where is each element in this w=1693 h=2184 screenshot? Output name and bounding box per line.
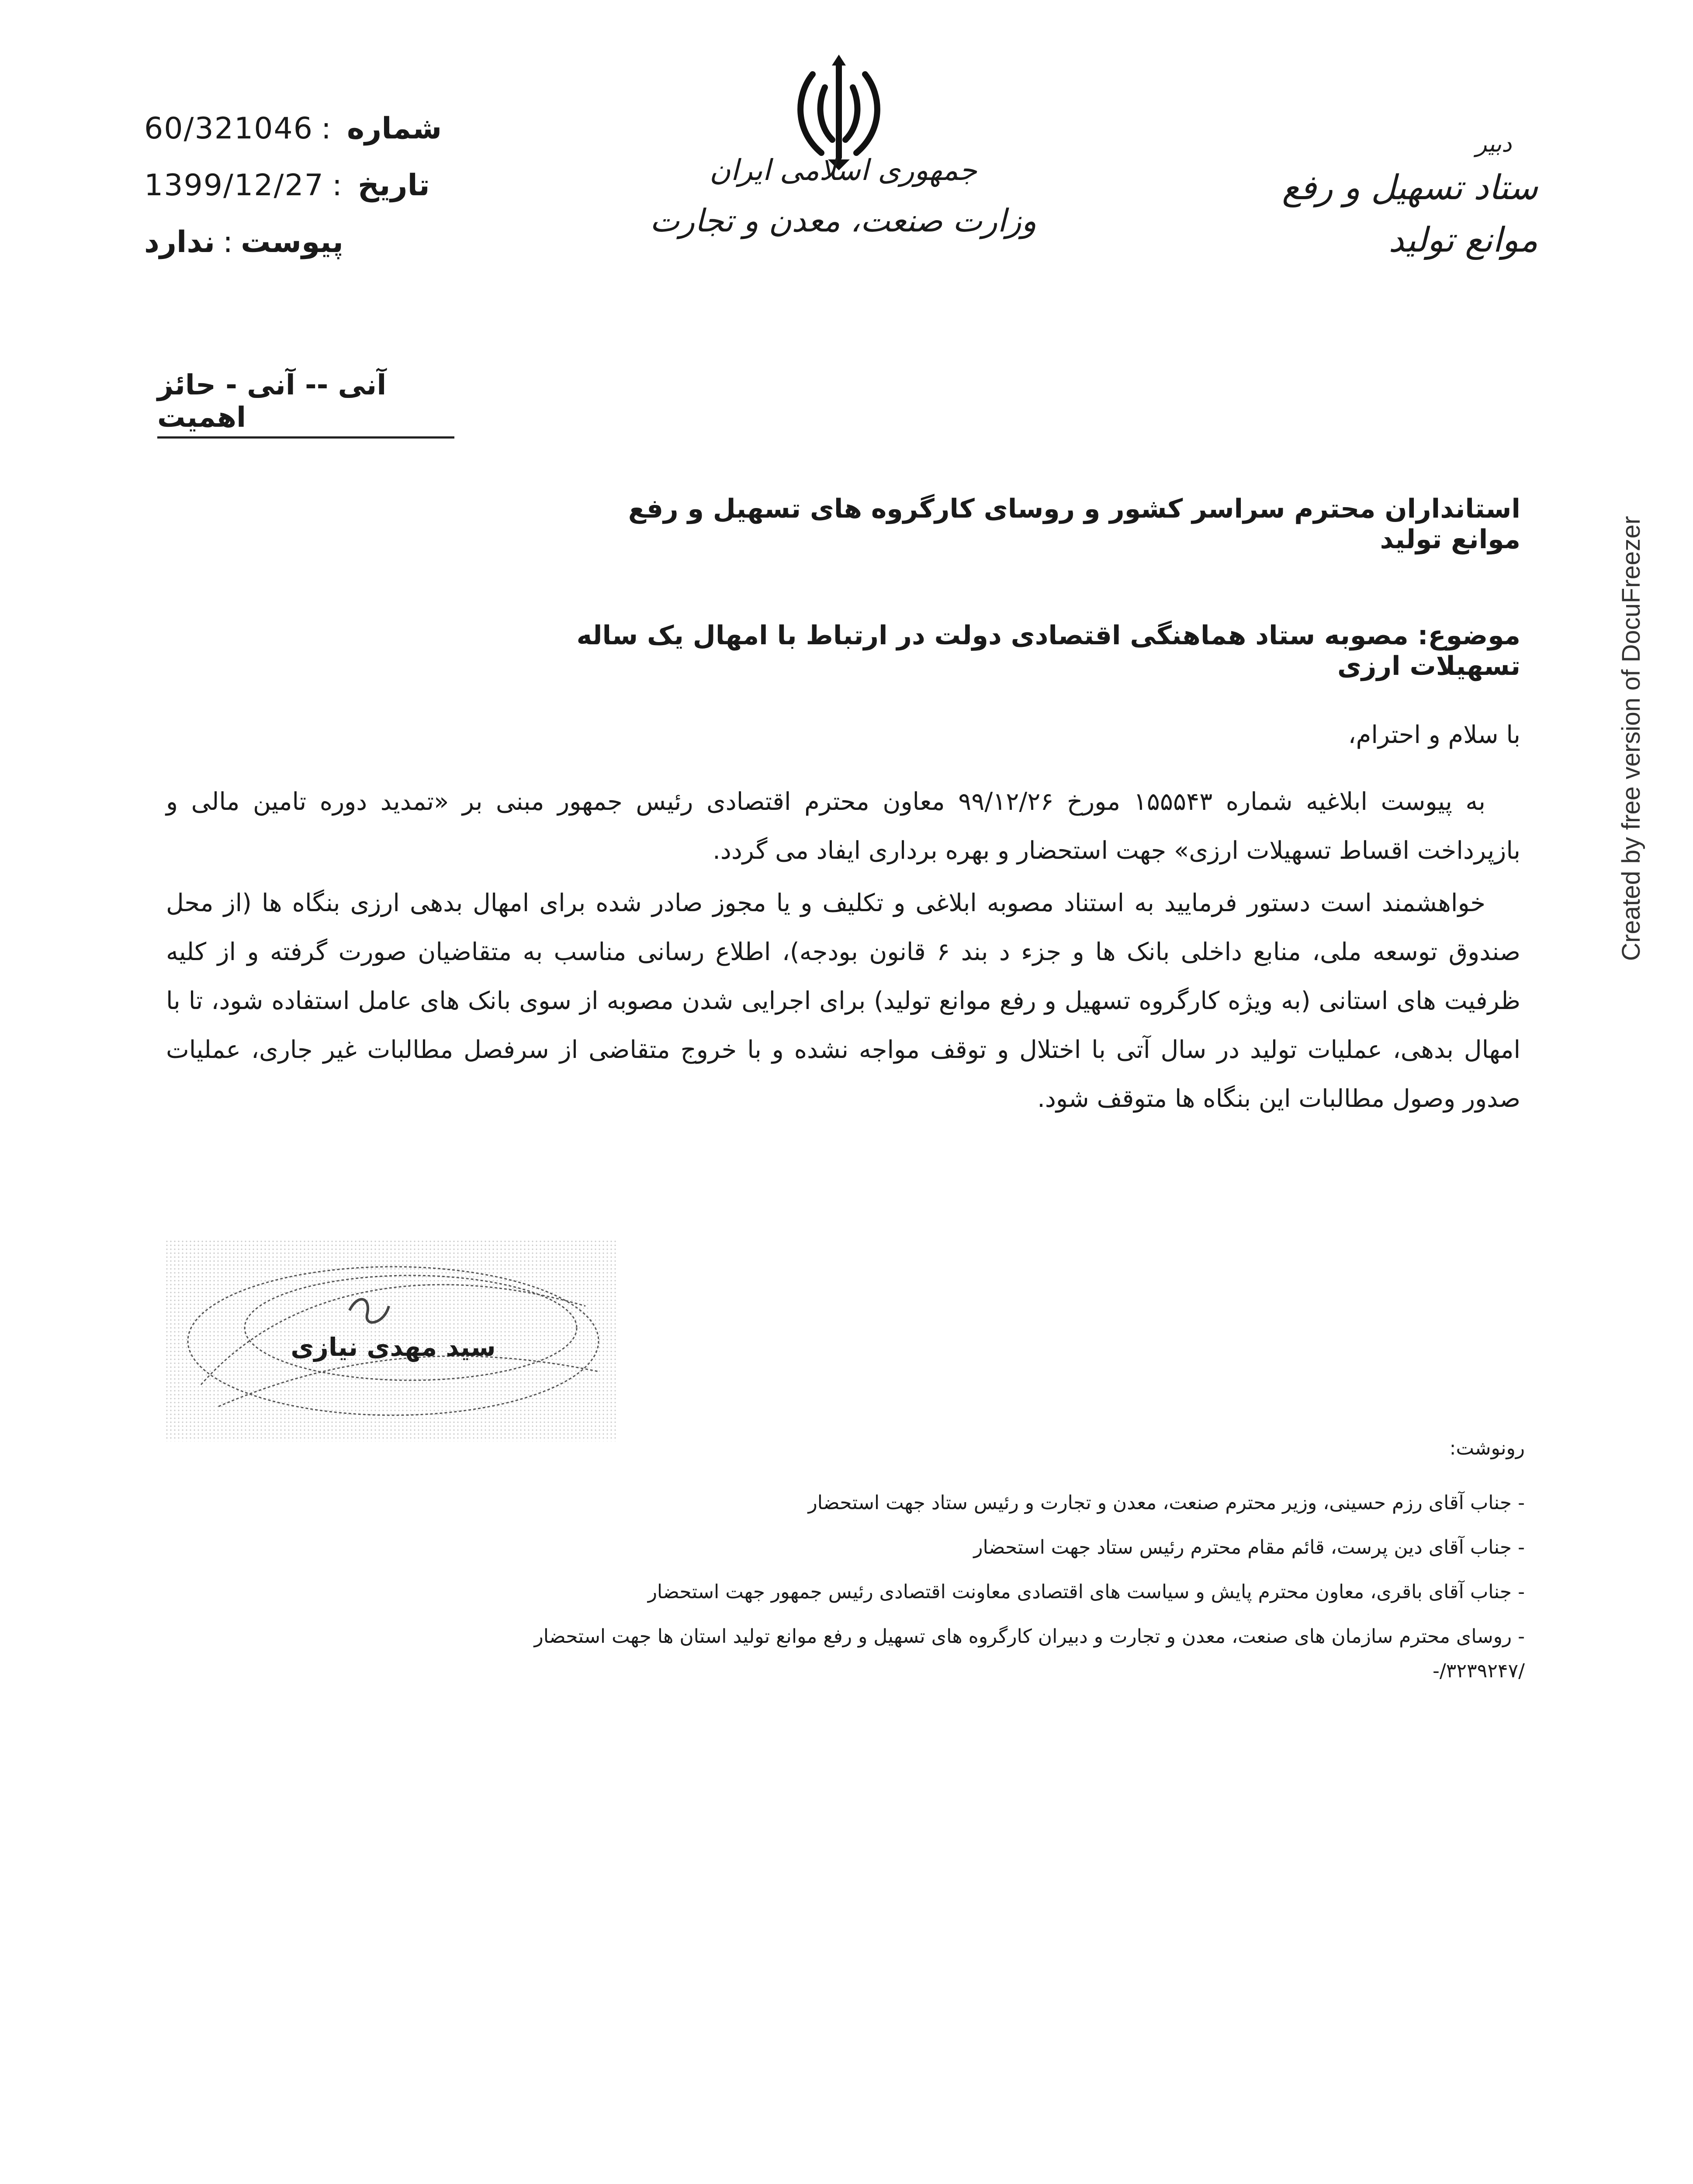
urgency-note: آنی -- آنی - حائز اهمیت <box>157 369 454 439</box>
greeting: با سلام و احترام، <box>1348 721 1520 749</box>
body-paragraph: به پیوست ابلاغیه شماره ۱۵۵۵۴۳ مورخ ۹۹/۱۲/۲۶ معاون محترم اقتصادی رئیس جمهور مبنی بر «تمدید دوره تامین مالی و بازپرداخت اقساط تسهیلات ارزی» جهت استحضار و بهره برداری ایفاد می گردد. <box>166 788 1520 865</box>
ministry-block <box>634 146 1053 247</box>
copy-recipient: - روسای محترم سازمان های صنعت، معدن و تجارت و دبیران کارگروه های تسهیل و رفع موانع تولید استان ها جهت استحضار <box>534 1625 1525 1648</box>
copy-recipient: - جناب آقای دین پرست، قائم مقام محترم رئیس ستاد جهت استحضار <box>973 1536 1525 1559</box>
copies-title: رونوشت: <box>1449 1437 1525 1459</box>
letter-date-label: تاریخ <box>357 168 430 203</box>
letter-number-value: 60/321046 <box>144 111 314 146</box>
hq-title-block <box>1258 127 1538 266</box>
letter-date-row: 1399/12/27 : تاریخ <box>144 168 430 203</box>
letter-number-label: شماره <box>346 111 442 146</box>
ministry-name: وزارت صنعت، معدن و تجارت <box>650 202 1037 239</box>
letter-attachment-row: ندارد : پیوست <box>144 225 343 259</box>
letter-body <box>166 778 1520 1127</box>
copies-list <box>524 1481 1525 1659</box>
country-name: جمهوری اسلامی ایران <box>709 153 977 187</box>
copy-recipient: - جناب آقای باقری، معاون محترم پایش و سیاست های اقتصادی معاونت اقتصادی رئیس جمهور جهت استحضار <box>647 1581 1525 1603</box>
recipient-line: استانداران محترم سراسر کشور و روسای کارگروه های تسهیل و رفع موانع تولید <box>628 494 1520 555</box>
letter-attachment-value: ندارد <box>144 225 215 259</box>
copy-recipient: - جناب آقای رزم حسینی، وزیر محترم صنعت، معدن و تجارت و رئیس ستاد جهت استحضار <box>808 1492 1525 1514</box>
letter-number-row: 60/321046 : شماره <box>144 111 442 146</box>
reference-code: /۳۲۳۹۲۴۷/- <box>1433 1660 1525 1682</box>
subject-line: موضوع: مصوبه ستاد هماهنگی اقتصادی دولت در ارتباط با امهال یک ساله تسهیلات ارزی <box>576 620 1520 681</box>
letter-meta <box>144 111 476 282</box>
letter-attachment-label: پیوست <box>241 225 343 259</box>
hq-secretary-label: دبیر <box>1475 131 1512 157</box>
body-paragraph: خواهشمند است دستور فرمایید به استناد مصوبه ابلاغی و تکلیف و یا مجوز صادر شده برای امهال بدهی ارزی بنگاه ها (از محل صندوق توسعه ملی، منابع داخلی بانک ها و جزء د بند ۶ قانون بودجه)، اطلاع رسانی مناسب به متقاضیان صورت گرفته و از کلیه ظرفیت های استانی (به ویژه کارگروه تسهیل و رفع موانع تولید) برای اجرایی شدن مصوبه از سوی بانک های عامل استفاده شود، تا با امهال بدهی، عملیات تولید در سال آتی با اختلال و توقف مواجه نشده و با خروج متقاضی از سرفصل مطالبات غیر جاری، عملیات صدور وصول مطالبات این بنگاه ها متوقف شود. <box>166 889 1520 1113</box>
hq-name: ستاد تسهیل و رفع موانع تولید <box>1282 168 1538 260</box>
letter-date-value: 1399/12/27 <box>144 168 324 203</box>
docufreezer-watermark: Created by free version of DocuFreezer <box>1617 516 1645 961</box>
signer-name: سید مهدی نیازی <box>291 1332 496 1362</box>
